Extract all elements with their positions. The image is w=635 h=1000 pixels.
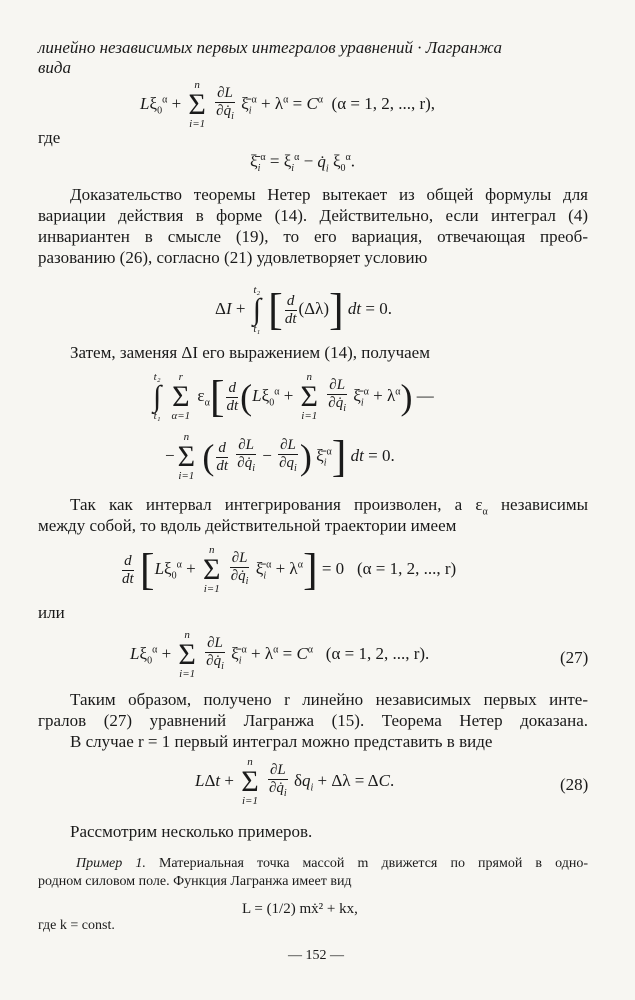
equation-27: $L\xi_0^\alpha$ + n Σ i=1 $\frac{\partial L}{\partial q̇_i}$ $\xī_i^\alpha + \lambda^\alpha = C^\alpha$ (α = 1, 2, ..., r). [130, 629, 430, 680]
equation-xi-bar: $\xī_i^\alpha = \xi_i^\alpha$ − $q̇_i$ $\xi_0^\alpha$. [250, 151, 356, 175]
example-line: где k = const. [38, 918, 115, 933]
text-line: Доказательство теоремы Нетер вытекает из общей формулы для [70, 185, 588, 204]
text-line: где [38, 128, 61, 147]
text-line: Так как интервал интегрирования произволен, а $\varepsilon_\alpha$ независимы [70, 495, 588, 518]
text-line: инвариантен в смысле (19), то его вариация, отвечающая преоб- [38, 227, 588, 246]
text-line: Затем, заменяя ΔI его выражением (14), получаем [70, 343, 430, 362]
equation-condition: (α = 1, 2, ..., r). [325, 643, 430, 663]
text-line: гралов (27) уравнений Лагранжа (15). Теорема Нетер доказана. [38, 711, 588, 730]
text-line: Рассмотрим несколько примеров. [70, 822, 313, 841]
equation-first-integrals: $L\xi_0^\alpha$ + n Σ i=1 $\frac{\partial L}{\partial q̇_i}$ $\xī_i^\alpha + \lambda^\alpha = C^\alpha$ (α = 1, 2, ..., r), [140, 79, 436, 130]
text-line: В случае r = 1 первый интеграл можно представить в виде [70, 732, 493, 751]
equation-delta-action: ΔI + t₂ ∫ t₁ [ $\frac{d}{dt}$ (Δλ)] dt = 0. [215, 284, 392, 335]
equation-lagrangian: L = (1/2) mẋ² + kx, [242, 901, 358, 917]
example-line: Пример 1. Материальная точка массой m движется по прямой в одно- [76, 856, 588, 871]
text-line: вариации действия в форме (14). Действительно, если интеграл (4) [38, 206, 588, 225]
text-line: линейно независимых первых интегралов уравнений · Лагранжа [38, 38, 502, 57]
equation-number: (28) [560, 775, 589, 794]
text-line: или [38, 603, 65, 622]
text-line: разованию (26), согласно (21) удовлетворяет условию [38, 248, 428, 267]
equation-variation-part1: t₂ ∫ t₁ r Σ α=1 $\varepsilon_\alpha$[ $\frac{d}{dt}$ ($L\xi_0^\alpha$ + n Σ i=1 $\frac{\partial L}{\partial q̇_i}$ $\xī_i^\alpha + \lambda^\alpha$) — [153, 371, 434, 422]
equation-variation-part2: − n Σ i=1 ( $\frac{d}{dt}$ $\frac{\partial L}{\partial q̇_i}$ − $\frac{\partial L}{\partial q_i}$ ) $\xī_i^\alpha$] dt = 0. [165, 431, 395, 482]
equation-number: (27) [560, 648, 589, 667]
equation-condition: (α = 1, 2, ..., r) [356, 558, 457, 578]
example-line: родном силовом поле. Функция Лагранжа имеет вид [38, 874, 352, 889]
page-number: — 152 — [288, 948, 344, 963]
equation-28: LΔt + n Σ i=1 $\frac{\partial L}{\partial q̇_i}$ $\delta q_i + \Delta\lambda = \Delta C$. [195, 756, 395, 807]
text-line: Таким образом, получено r линейно независимых первых инте- [70, 690, 588, 709]
text-line: между собой, то вдоль действительной траектории имеем [38, 516, 457, 535]
text-line: вида [38, 58, 71, 77]
equation-condition: (α = 1, 2, ..., r), [331, 93, 436, 113]
equation-time-derivative: $\frac{d}{dt}$ [$L\xi_0^\alpha$ + n Σ i=1 $\frac{\partial L}{\partial q̇_i}$ $\xī_i^\alpha + \lambda^\alpha] = 0$ (α = 1, 2, ..., r) [122, 544, 457, 595]
